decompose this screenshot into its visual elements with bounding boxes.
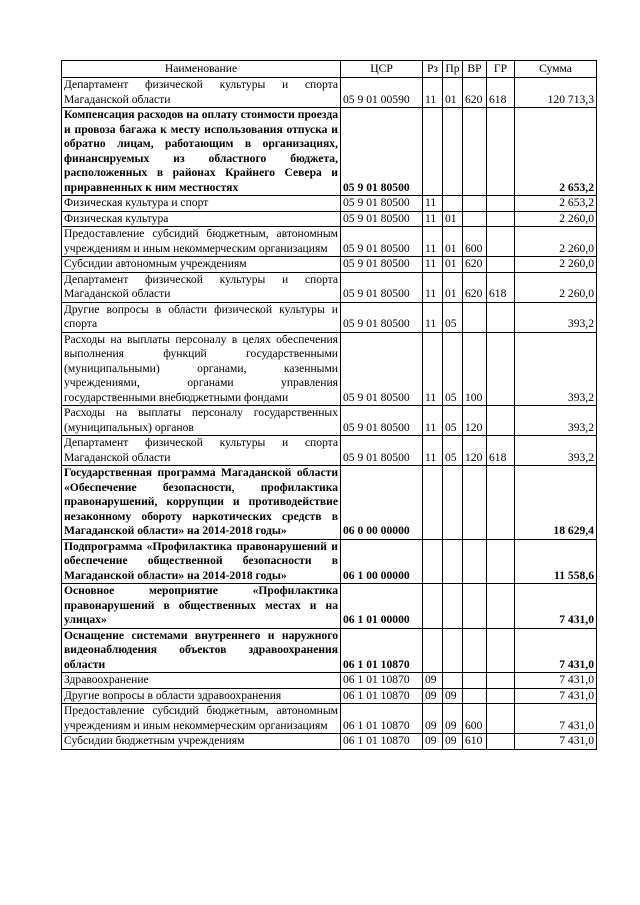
cell-rz: 11 [423, 78, 443, 108]
cell-pr: 01 [443, 227, 463, 257]
cell-name: Департамент физической культуры и спорта Магаданской области [62, 272, 341, 302]
cell-vr [463, 628, 487, 673]
cell-csr: 06 1 01 10870 [341, 673, 423, 689]
cell-name: Основное мероприятие «Профилактика правонарушений в общественных местах и на улицах» [62, 584, 341, 629]
cell-csr: 06 1 01 10870 [341, 628, 423, 673]
cell-name: Подпрограмма «Профилактика правонарушений и обеспечение общественной безопасности в Магаданской области» на 2014-2018 годы» [62, 539, 341, 584]
cell-pr: 09 [443, 734, 463, 750]
cell-gr: 618 [487, 78, 515, 108]
cell-sum: 2 260,0 [515, 272, 597, 302]
cell-pr: 09 [443, 688, 463, 704]
cell-vr: 600 [463, 704, 487, 734]
cell-vr [463, 688, 487, 704]
header-rz: Рз [423, 61, 443, 78]
cell-csr: 05 9 01 80500 [341, 196, 423, 212]
cell-sum: 7 431,0 [515, 734, 597, 750]
cell-sum: 11 558,6 [515, 539, 597, 584]
cell-sum: 7 431,0 [515, 704, 597, 734]
cell-vr: 620 [463, 78, 487, 108]
cell-gr [487, 539, 515, 584]
cell-sum: 2 260,0 [515, 227, 597, 257]
header-name: Наименование [62, 61, 341, 78]
document-page [61, 60, 596, 750]
table-row [62, 108, 597, 196]
cell-vr [463, 211, 487, 227]
cell-rz [423, 628, 443, 673]
cell-pr: 05 [443, 436, 463, 466]
cell-gr [487, 734, 515, 750]
table-row [62, 688, 597, 704]
cell-pr [443, 584, 463, 629]
cell-gr [487, 302, 515, 332]
cell-csr: 06 0 00 00000 [341, 466, 423, 540]
cell-pr: 05 [443, 406, 463, 436]
cell-rz [423, 466, 443, 540]
cell-pr [443, 673, 463, 689]
cell-pr: 01 [443, 257, 463, 273]
table-row [62, 227, 597, 257]
cell-vr: 620 [463, 272, 487, 302]
cell-rz: 09 [423, 673, 443, 689]
cell-sum: 393,2 [515, 436, 597, 466]
cell-csr: 05 9 01 00590 [341, 78, 423, 108]
cell-vr: 600 [463, 227, 487, 257]
cell-rz: 11 [423, 211, 443, 227]
cell-gr [487, 406, 515, 436]
cell-name: Физическая культура и спорт [62, 196, 341, 212]
cell-gr [487, 628, 515, 673]
cell-sum: 393,2 [515, 332, 597, 406]
cell-csr: 06 1 00 00000 [341, 539, 423, 584]
cell-vr: 100 [463, 332, 487, 406]
cell-sum: 393,2 [515, 302, 597, 332]
cell-rz: 09 [423, 734, 443, 750]
table-row [62, 584, 597, 629]
cell-gr [487, 673, 515, 689]
cell-vr [463, 584, 487, 629]
cell-gr [487, 704, 515, 734]
cell-gr [487, 211, 515, 227]
cell-sum: 120 713,3 [515, 78, 597, 108]
cell-csr: 05 9 01 80500 [341, 108, 423, 196]
cell-name: Субсидии автономным учреждениям [62, 257, 341, 273]
cell-csr: 06 1 01 10870 [341, 688, 423, 704]
table-row [62, 302, 597, 332]
cell-vr: 120 [463, 406, 487, 436]
cell-sum: 7 431,0 [515, 584, 597, 629]
cell-name: Предоставление субсидий бюджетным, автономным учреждениям и иным некоммерческим организациям [62, 227, 341, 257]
cell-pr: 01 [443, 78, 463, 108]
cell-gr [487, 584, 515, 629]
cell-rz: 11 [423, 302, 443, 332]
cell-csr: 05 9 01 80500 [341, 332, 423, 406]
cell-gr [487, 332, 515, 406]
table-row [62, 436, 597, 466]
cell-sum: 2 653,2 [515, 108, 597, 196]
header-sum: Сумма [515, 61, 597, 78]
cell-rz: 11 [423, 272, 443, 302]
cell-rz: 09 [423, 688, 443, 704]
cell-sum: 7 431,0 [515, 673, 597, 689]
cell-rz: 11 [423, 332, 443, 406]
cell-vr [463, 466, 487, 540]
table-body [62, 78, 597, 750]
cell-csr: 06 1 01 00000 [341, 584, 423, 629]
cell-name: Другие вопросы в области здравоохранения [62, 688, 341, 704]
cell-csr: 06 1 01 10870 [341, 734, 423, 750]
cell-vr [463, 108, 487, 196]
cell-pr: 05 [443, 332, 463, 406]
cell-sum: 2 260,0 [515, 257, 597, 273]
cell-name: Предоставление субсидий бюджетным, автономным учреждениям и иным некоммерческим организациям [62, 704, 341, 734]
cell-vr [463, 196, 487, 212]
cell-vr [463, 673, 487, 689]
cell-vr: 610 [463, 734, 487, 750]
cell-vr [463, 302, 487, 332]
header-vr: ВР [463, 61, 487, 78]
cell-name: Расходы на выплаты персоналу в целях обеспечения выполнения функций государственными (муниципальными) органами, казенными учреждениями, органами управления государственными внебюджетными фондами [62, 332, 341, 406]
table-row [62, 673, 597, 689]
table-row [62, 196, 597, 212]
cell-pr [443, 196, 463, 212]
cell-gr [487, 196, 515, 212]
cell-name: Другие вопросы в области физической культуры и спорта [62, 302, 341, 332]
cell-csr: 05 9 01 80500 [341, 436, 423, 466]
table-row [62, 539, 597, 584]
cell-sum: 7 431,0 [515, 688, 597, 704]
table-row [62, 406, 597, 436]
cell-pr: 01 [443, 272, 463, 302]
table-row [62, 78, 597, 108]
cell-pr: 05 [443, 302, 463, 332]
header-gr: ГР [487, 61, 515, 78]
table-row [62, 466, 597, 540]
cell-gr [487, 108, 515, 196]
cell-rz: 11 [423, 227, 443, 257]
cell-rz: 11 [423, 436, 443, 466]
cell-gr: 618 [487, 436, 515, 466]
cell-name: Оснащение системами внутреннего и наружного видеонаблюдения объектов здравоохранения области [62, 628, 341, 673]
cell-name: Компенсация расходов на оплату стоимости проезда и провоза багажа к месту использования отпуска и обратно лицам, работающим в организациях, финансируемых из областного бюджета, расположенных в районах Крайнего Севера и приравненных к ним местностях [62, 108, 341, 196]
cell-csr: 05 9 01 80500 [341, 302, 423, 332]
table-row [62, 272, 597, 302]
budget-table [61, 60, 597, 750]
cell-pr [443, 108, 463, 196]
cell-csr: 06 1 01 10870 [341, 704, 423, 734]
cell-rz [423, 108, 443, 196]
cell-sum: 7 431,0 [515, 628, 597, 673]
table-row [62, 211, 597, 227]
cell-csr: 05 9 01 80500 [341, 227, 423, 257]
cell-sum: 2 260,0 [515, 211, 597, 227]
cell-name: Здравоохранение [62, 673, 341, 689]
cell-csr: 05 9 01 80500 [341, 272, 423, 302]
cell-name: Расходы на выплаты персоналу государственных (муниципальных) органов [62, 406, 341, 436]
cell-rz: 11 [423, 196, 443, 212]
cell-name: Департамент физической культуры и спорта Магаданской области [62, 78, 341, 108]
cell-rz [423, 584, 443, 629]
cell-pr [443, 539, 463, 584]
cell-name: Физическая культура [62, 211, 341, 227]
cell-sum: 2 653,2 [515, 196, 597, 212]
table-row [62, 734, 597, 750]
cell-name: Департамент физической культуры и спорта Магаданской области [62, 436, 341, 466]
cell-csr: 05 9 01 80500 [341, 211, 423, 227]
cell-rz: 11 [423, 257, 443, 273]
cell-vr: 120 [463, 436, 487, 466]
cell-name: Субсидии бюджетным учреждениям [62, 734, 341, 750]
cell-gr [487, 466, 515, 540]
table-row [62, 704, 597, 734]
cell-gr [487, 227, 515, 257]
table-row [62, 628, 597, 673]
cell-name: Государственная программа Магаданской области «Обеспечение безопасности, профилактика правонарушений, коррупции и противодействие незаконному обороту наркотических средств в Магаданской области» на 2014-2018 годы» [62, 466, 341, 540]
cell-gr [487, 688, 515, 704]
table-header-row [62, 61, 597, 78]
cell-rz: 09 [423, 704, 443, 734]
cell-pr [443, 628, 463, 673]
cell-vr: 620 [463, 257, 487, 273]
table-row [62, 257, 597, 273]
header-pr: Пр [443, 61, 463, 78]
cell-pr [443, 466, 463, 540]
cell-rz [423, 539, 443, 584]
cell-csr: 05 9 01 80500 [341, 406, 423, 436]
table-row [62, 332, 597, 406]
cell-gr: 618 [487, 272, 515, 302]
cell-sum: 18 629,4 [515, 466, 597, 540]
cell-pr: 01 [443, 211, 463, 227]
cell-vr [463, 539, 487, 584]
cell-sum: 393,2 [515, 406, 597, 436]
cell-pr: 09 [443, 704, 463, 734]
cell-rz: 11 [423, 406, 443, 436]
cell-csr: 05 9 01 80500 [341, 257, 423, 273]
header-csr: ЦСР [341, 61, 423, 78]
cell-gr [487, 257, 515, 273]
